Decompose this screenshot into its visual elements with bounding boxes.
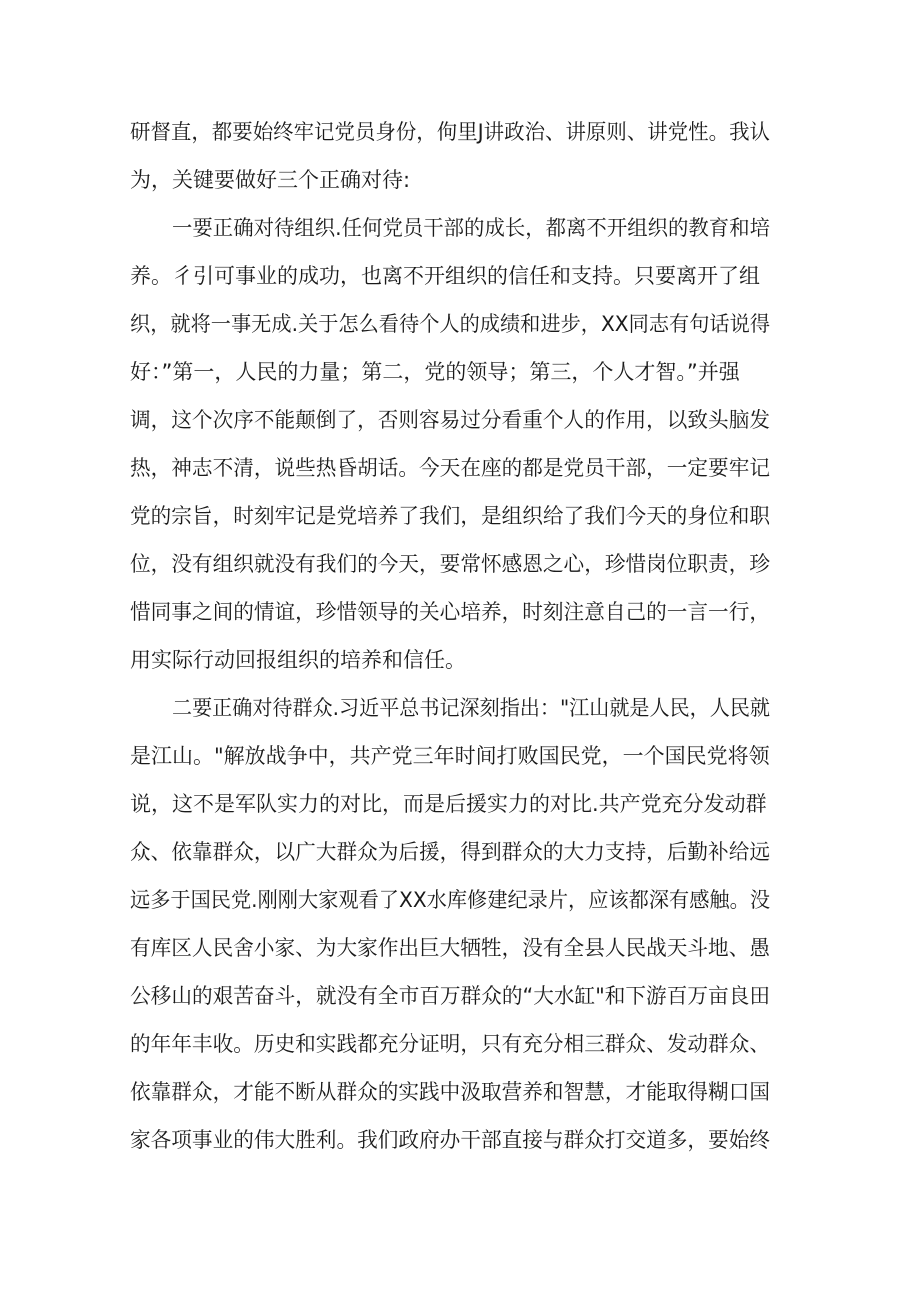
text-line: 家各项事业的伟大胜利。我们政府办干部直接与群众打交道多，要始终 <box>130 1128 770 1152</box>
text-line: 研督直，都要始终牢记党员身份，佝里J讲政治、讲原则、讲党性。我认 <box>130 120 770 144</box>
text-line: 为，关键要做好三个正确对待: <box>130 168 411 192</box>
paragraph-first-line: 二要正确对待群众.习近平总书记深刻指出："江山就是人民，人民就 <box>172 696 771 720</box>
text-line: 远多于国民党.刚刚大家观看了XX水库修建纪录片，应该都深有感触。没 <box>130 888 771 912</box>
text-line: 依靠群众，才能不断从群众的实践中汲取营养和智慧，才能取得糊口国 <box>130 1080 770 1104</box>
text-line: 用实际行动回报组织的培养和信任。 <box>130 648 466 672</box>
text-line: 众、依靠群众，以广大群众为后援，得到群众的大力支持，后勤补给远 <box>130 840 770 864</box>
text-line: 党的宗旨，时刻牢记是党培养了我们，是组织给了我们今天的身位和职 <box>130 504 770 528</box>
text-line: 公移山的艰苦奋斗，就没有全市百万群众的“大水缸"和下游百万亩良田 <box>130 984 771 1008</box>
text-line: 织，就将一事无成.关于怎么看待个人的成绩和进步，XX同志有句话说得 <box>130 312 771 336</box>
text-line: 惜同事之间的情谊，珍惜领导的关心培养，时刻注意自己的一言一行， <box>130 600 770 624</box>
text-line: 说，这不是军队实力的对比，而是后援实力的对比.共产党充分发动群 <box>130 792 767 816</box>
text-line: 调，这个次序不能颠倒了，否则容易过分看重个人的作用，以致头脑发 <box>130 408 770 432</box>
text-line: 的年年丰收。历史和实践都充分证明，只有充分相三群众、发动群众、 <box>130 1032 770 1056</box>
text-line: 是江山。"解放战争中，共产党三年时间打败国民党，一个国民党将领 <box>130 744 770 768</box>
paragraph-first-line: 一要正确对待组织.任何党员干部的成长，都离不开组织的教育和培 <box>172 216 771 240</box>
text-line: 有库区人民舍小家、为大家作出巨大牺牲，没有全县人民战天斗地、愚 <box>130 936 770 960</box>
text-line: 养。彳引可事业的成功，也离不开组织的信任和支持。只要离开了组 <box>130 264 760 288</box>
text-line: 热，神志不清，说些热昏胡话。今天在座的都是党员干部，一定要牢记 <box>130 456 770 480</box>
text-line: 位，没有组织就没有我们的今天，要常怀感恩之心，珍惜岗位职责，珍 <box>130 552 770 576</box>
text-line: 好：”第一，人民的力量；第二，党的领导；第三，个人才智。”并强 <box>130 360 740 384</box>
